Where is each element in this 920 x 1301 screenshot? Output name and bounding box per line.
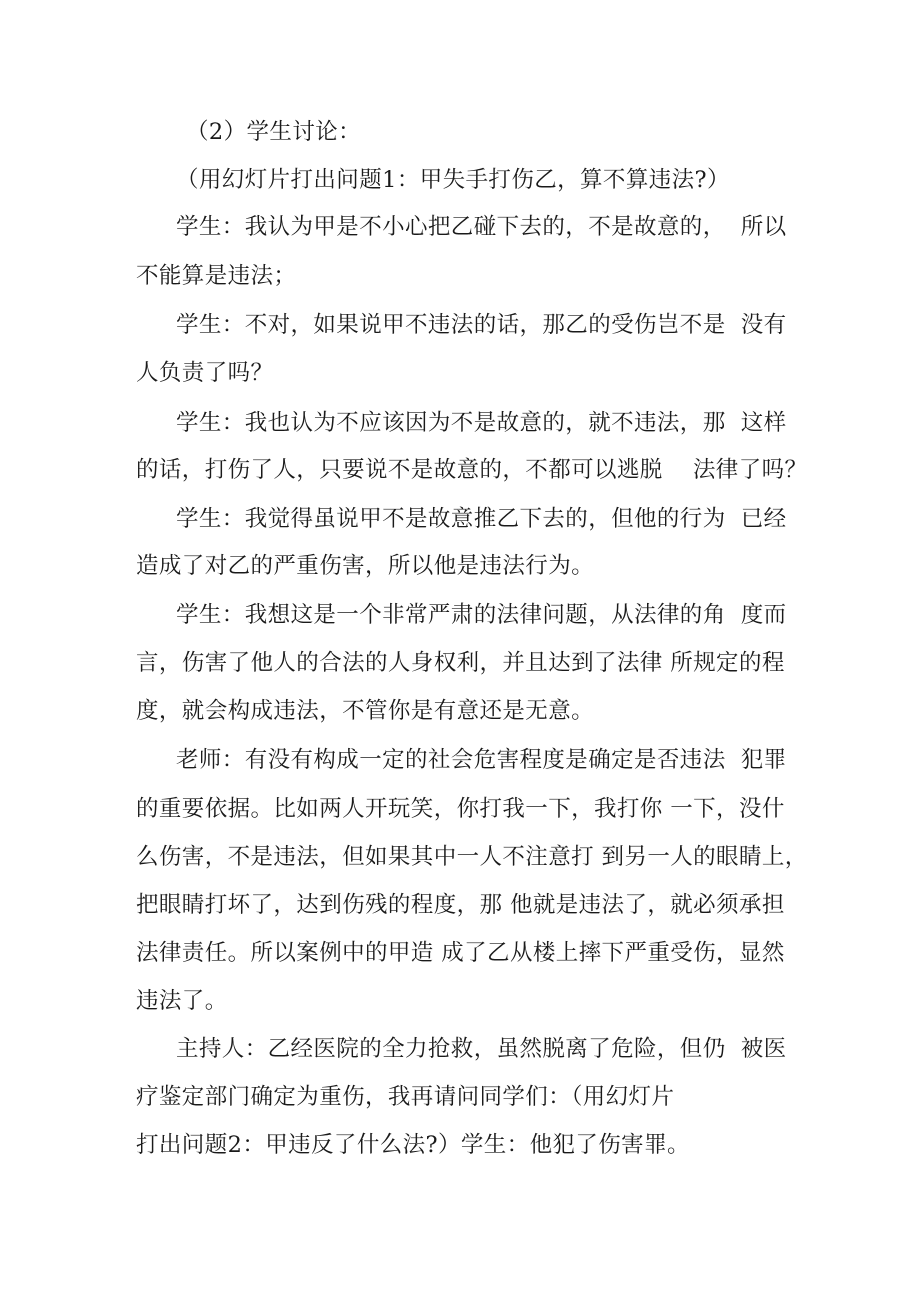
paragraph-line: 学生：我想这是一个非常严肃的法律问题，从法律的角 度而 [176, 602, 787, 628]
paragraph-line: 么伤害，不是违法，但如果其中一人不注意打 到另一人的眼睛上， [136, 844, 808, 870]
paragraph-line: 的话，打伤了人，只要说不是故意的，不都可以逃脱 法律了吗？ [136, 457, 808, 483]
paragraph-line: 度，就会构成违法，不管你是有意还是无意。 [136, 698, 595, 724]
paragraph-line: 学生：我觉得虽说甲不是故意推乙下去的，但他的行为 已经 [176, 506, 787, 532]
paragraph-line: 学生：我也认为不应该因为不是故意的，就不违法，那 这样 [176, 410, 787, 436]
paragraph-line: 学生：我认为甲是不小心把乙碰下去的，不是故意的， 所以 [176, 214, 787, 240]
paragraph-line: 不能算是违法； [136, 263, 297, 289]
paragraph-line: 违法了。 [136, 988, 228, 1014]
paragraph-line: 造成了对乙的严重伤害，所以他是违法行为。 [136, 553, 595, 579]
paragraph-line: 言，伤害了他人的合法的人身权利，并且达到了法律 所规定的程 [136, 650, 785, 676]
paragraph-line: 疗鉴定部门确定为重伤，我再请问同学们：（用幻灯片 [136, 1084, 675, 1110]
paragraph-line: 的重要依据。比如两人开玩笑，你打我一下，我打你 一下，没什 [136, 796, 785, 822]
section-heading: （2）学生讨论： [186, 119, 362, 145]
paragraph-line: 把眼睛打坏了，达到伤残的程度，那 他就是违法了，就必须承担 [136, 892, 785, 918]
paragraph-line: 学生：不对，如果说甲不违法的话，那乙的受伤岂不是 没有 [176, 312, 787, 338]
paragraph-line: 人负责了吗？ [136, 360, 274, 386]
paragraph-line: 主持人：乙经医院的全力抢救，虽然脱离了危险，但仍 被医 [176, 1036, 787, 1062]
paragraph-line: 老师：有没有构成一定的社会危害程度是确定是否违法 犯罪 [176, 747, 787, 773]
paragraph-line: 法律责任。所以案例中的甲造 成了乙从楼上摔下严重受伤，显然 [136, 940, 785, 966]
paragraph-line: 打出问题2：甲违反了什么法?）学生：他犯了伤害罪。 [136, 1132, 690, 1158]
slide-question-1: （用幻灯片打出问题1：甲失手打伤乙，算不算违法?） [176, 167, 730, 193]
